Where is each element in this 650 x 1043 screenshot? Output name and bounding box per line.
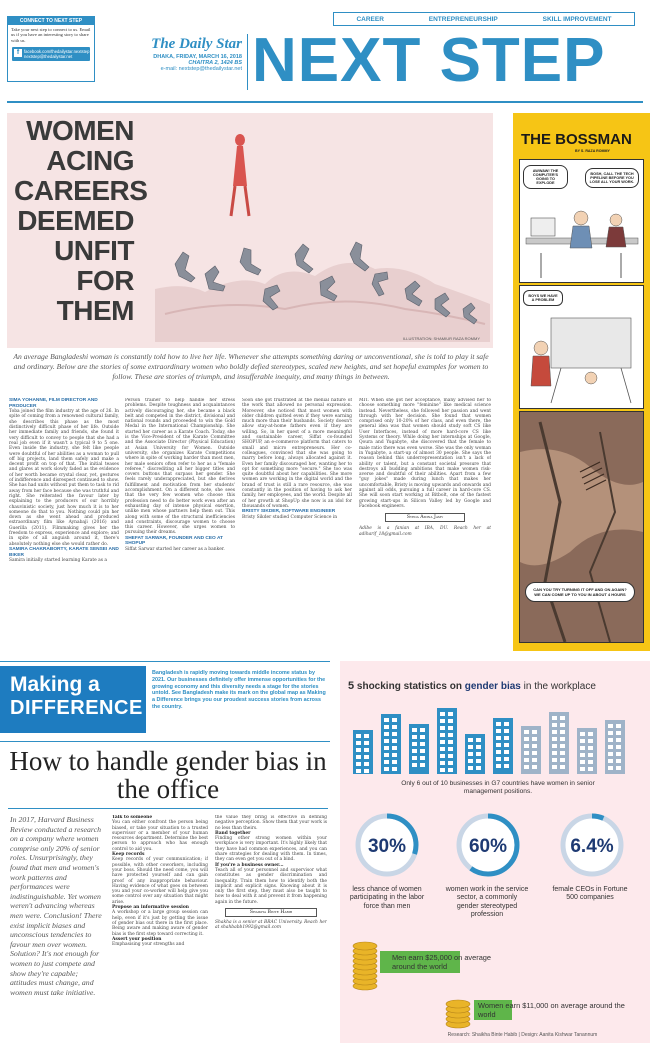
difference-rule-top (0, 661, 330, 662)
gender-t1: You can either confront the person being biased, or take your situation to a trusted supervisor or a member of your human resources department. Determine the best person to approach who has enough control to aid you. (112, 820, 208, 852)
col3-heading-2: BRISTY SIKDER, SOFTWARE ENGINEER (242, 509, 336, 515)
masthead-divider (247, 34, 248, 90)
gender-t7: Teach all of your personnel and supervisor what constitutes as gender discrimination and inequality. Train them how to identify both the implicit and explicit signs. Knowing about it is only the first step, they must also be taught to how to deal with it and prevent it from happening again in the future. (215, 867, 327, 905)
title-line-4: DEEMED (17, 205, 134, 236)
section-nav (333, 12, 635, 26)
masthead-email: e-mail: nextstep@thedailystar.net (160, 66, 242, 72)
masthead-date: DHAKA, FRIDAY, MARCH 16, 2018 (153, 54, 242, 60)
comic-bubble-1: AWWAW! THE COMPUTER'S GOING TO EXPLODE (523, 165, 568, 189)
masthead-bangla-date: CHAITRA 2, 1424 BS (188, 60, 242, 66)
men-wage-text: Men earn $25,000 on average around the world (392, 953, 492, 971)
title-line-5: UNFIT (54, 235, 134, 266)
feature-column-3 (242, 398, 352, 642)
difference-banner (0, 666, 146, 733)
feature-title (14, 115, 148, 326)
stats-heading-bold: gender bias (464, 681, 521, 692)
col1-body-2: Samira initially started learning Karate as a (9, 558, 107, 564)
gender-column-2 (215, 815, 327, 1037)
stat-circle-3-label: female CEOs in Fortune 500 companies (552, 886, 628, 902)
comic-bubble-2: BOSH, CALL THE TECH PIPELINE BEFORE YOU LOSE ALL YOUR WORK. (585, 168, 639, 188)
gender-t5: the value they bring is effective in defining negative perception. Show them that your work is no less than theirs. (215, 815, 327, 831)
connect-facebook-link[interactable] (12, 47, 90, 61)
stat-circle-3 (563, 816, 621, 874)
building (577, 728, 597, 774)
feature-illustration (145, 114, 493, 342)
comic-bubble-4: CAN YOU TRY TURNING IT OFF AND ON AGAIN? WE CAN COME UP TO YOU IN ABOUT 4 HOURS (525, 582, 635, 602)
feature-column-4 (359, 398, 491, 642)
illustration-credit-text: ILLUSTRATION: SHAMIUR RAZA ROMMY (402, 336, 480, 341)
difference-title-2: DIFFERENCE (10, 697, 143, 719)
nav-skill-improvement[interactable]: SKILL IMPROVEMENT (542, 15, 612, 23)
section-title: NEXT STEP (252, 26, 606, 95)
col2-body-2: Siffat Sarwar started her career as a banker. (125, 546, 225, 552)
stats-research-credit: Research: Shaikha Binte Habib | Design: Aanita Kishwar Tanannum (447, 1032, 598, 1038)
paper-name: The Daily Star (151, 36, 242, 52)
col3-body-2: Bristy Sikder studied Computer Science in (242, 514, 338, 520)
women-coin-stack (445, 995, 471, 1030)
stats-g7-text: Only 6 out of 10 businesses in G7 countries have women in senior management positions. (401, 780, 595, 796)
masthead-paper (120, 36, 242, 72)
gender-h2: Keep records (112, 852, 145, 858)
col1-heading: SIMA YOHANNE, FILM DIRECTOR AND PRODUCER (9, 398, 98, 409)
comic-bubble-3: BOYS WE HAVE A PROBLEM (523, 290, 563, 306)
title-line-2: ACING (46, 145, 134, 176)
comic-panel (513, 113, 650, 651)
building (521, 726, 541, 774)
gender-author-note: Shakha is a senior at BRAC University. Reach her at shahbabb1992@gmail.com (215, 920, 327, 931)
stat-circle-2-label: women work in the service sector, a commonly gender stereotyped profession (445, 886, 529, 919)
buildings-chart (345, 700, 645, 778)
gender-h1: Talk to someone (112, 815, 153, 820)
stats-heading-pre: shocking statistics on (356, 681, 462, 692)
gender-h7: If you're a business owner... (215, 862, 284, 868)
gender-h4: Assert your position (112, 936, 162, 942)
feature-column-1 (9, 398, 119, 642)
men-coin-stack (352, 940, 378, 992)
col1-body: Toba joined the film industry at the age of 26. In spite of coming from a renowned cultural family, she describes this phase as the most distinctively difficult phase of her life. Outside her immediate family and friends, she found it very difficult to convey to people that she had a real job even if it wasn't a typical 9 to 5 one. Even inside the industry, she felt like people were doubtful of her abilities as a woman to pull off big projects, land them safely and make a decent profit on top of that. The initial teases and glares at work slowly faded as the evidence of her worth became crystal clear, yet, gestures of indifference and disrespect continued to show. She has had units without put them to task to rid away from her face because she was truthful and right. She reiterated the favour later by explaining to the producers of our horribly chauvinistic society, just how much it is to her someone do that to you. Nothing could pin her down as she went ahead and produced extraordinary film like Aynabaji (2016) and Guerilla (2011). Filmmaking gives her the freedom to express, experience and explore; and in spite of all anguish around it, there's absolutely nothing else she would rather do. (9, 409, 119, 547)
building-highlighted (353, 730, 373, 774)
stats-circles (340, 810, 650, 880)
stats-heading-post: in the workplace (523, 681, 596, 692)
facebook-url: facebook.com/thedailystar.nextstep (24, 49, 90, 55)
stats-heading (348, 680, 648, 692)
difference-title-1: Making a (10, 673, 100, 696)
nav-career[interactable]: CAREER (356, 15, 384, 23)
feature-author-note: Adibe is a fanian at IBA, DU. Reach her at adiharif_18@gmail.com (359, 526, 491, 537)
gender-rule (8, 808, 328, 809)
building-highlighted (493, 718, 513, 774)
feature-intro: An average Bangladeshi woman is constantly told how to live her life. Whenever she attempts something daring or unconventional, she is told to play it safe and ordinary. Below are the stories of some extraordinary women who boldly defied stereotypes, scaled new heights, and set hopeful examples for women to follow. These are stories of triumph, and insufferable inequity, and many things in between. (13, 352, 489, 381)
stat-circle-2 (459, 816, 517, 874)
building-highlighted (381, 714, 401, 774)
gender-h6: Band together (215, 830, 251, 836)
stat-circle-value: 6.4% (570, 836, 614, 857)
col2-body: Person trainer to help handle her stress problems. Despite toughness and acquaintances actively discouraging her, she became a black belt and competed in the district, divisional and national rounds and proceeded to win the Gold Medal in the International Championship. She started her career as a Karate Coach. Today, she is the Vice-President of the Karate Committee and the Associate Director (Physical Education) at Asian University for Women. Outside university, she organizes Karate Competitions where in spite of working harder than most men, her male seniors often refer to her as a "female referee," discrediting all her bigger titles and covers buttons that surpass her gender. She feels rarely underappreciated, but she derives fulfillment and motivation from her students' accomplishment. On a different note, she sees that the very few women who choose this profession need to do better work even after an exhausting day of intense physical exertion, unlike men whose partners help them out. This along with some of the structural inefficiencies and constraints, discourage women to choose this career. However, she urges women to pursuing their dreams. (125, 398, 235, 536)
comic-title: THE BOSSMAN (521, 131, 632, 148)
gender-byline: Shaikha Binte Habib (225, 908, 317, 917)
facebook-icon: f (14, 49, 22, 57)
connect-email: nextstep@thedailystar.net (24, 54, 73, 60)
women-wage-text: Women earn $11,000 on average around the world (478, 1001, 625, 1019)
title-line-3: CAREERS (14, 175, 148, 206)
col1-heading-2: SAMIRA CHAKRABORTY, KARATE SENSEI AND BIKER (9, 546, 119, 558)
gender-t3: A workshop or a large group session can help, even if it's just by getting the issue of gender bias out there in the first place. Being aware and making aware of gender bias is the first step toward correcting it. (112, 910, 208, 937)
connect-text: Take your next step to connect to us. Email us if you have an interesting story to share with us. (11, 27, 91, 43)
stat-circle-1-label: less chance of women participating in the labor force than men (349, 886, 425, 910)
difference-text: Bangladesh is rapidly moving towards middle income status by 2021. Our businesses definitely offer immense opportunities for the growing economy and this diversity needs a stage for the stories untold. See Bangladesh make its mark on the global map as Making a Difference brings you our proudest success stories from across the country. (152, 670, 326, 710)
building-highlighted (465, 734, 485, 774)
feature-column-2 (125, 398, 235, 642)
building (549, 712, 569, 774)
connect-box (7, 16, 95, 82)
stat-circle-value: 60% (468, 836, 508, 857)
comic-scene-3 (520, 412, 643, 642)
col2-heading-2: SHEFAT SARWAR, FOUNDER AND CEO AT SHOPUP (125, 535, 223, 547)
comic-scene-2 (521, 308, 643, 406)
gender-title: How to handle gender bias in the office (9, 746, 327, 804)
woman-figure (231, 134, 249, 216)
stat-circle-value: 30% (367, 836, 407, 857)
title-line-6: FOR THEM (56, 265, 134, 326)
stats-heading-number: 5 (348, 680, 355, 692)
gender-pull-quote: In 2017, Harvard Business Review conducted a research on a company where women comprise only 20% of senior roles. Unsurprisingly, they found that men and women's work patterns and performances were indistinguishable. Yet women weren't advancing whereas men were. Conclusion! There exist implicit biases and unconscious tendencies to favour men over women. Solution? It's not enough for women to just compete and show they're capable; attitudes must change, and women must take initiative. (10, 815, 102, 997)
col3-body: Soon she got frustrated at the menial nature of the work that allowed no personal expression. Moreover, she noticed that most women with older children quitted even if they were earning much more than their husbands. Society doesn't allow stay-at-home fathers even if they are willing. So, in her quest of a more meaningful and sustainable career, Siffat co-founded SHOPUP, an e-commerce platform that caters to small and micro entrepreneurs. Her co-colleagues, convinced that she was going to marry before long, always allocated against it. Even her family discouraged her, wanting her to opt for something more "secure." She too was quite doubtful about her capabilities. She more women are working in the digital world and the brand of trust is still a rare resource, she was constantly in the position of having to ask her family, her employees, and the world. Despite all of her growth at ShopUp she now is an idol for thousands of women. (242, 398, 352, 509)
building-highlighted (409, 724, 429, 774)
title-line-1: WOMEN (26, 115, 134, 146)
col4-body: MIT. When she got her acceptance, many advised her to choose something more "feminine" like medical science instead. Nevertheless, she followed her passion and went through with her decision. She found that women comprised only 10-20% of her class, and even there, the general idea was that women should study soft CS like User Interfaces, instead of more hard-core CS like Systems or theory. While doing her internships at Google, Qoura and Yugabyte, she discovered that the female to male ratio there was even worse. She was the only woman in Yugabyte, a start-up of almost 30 people. She says the reason behind this underrepresentation isn't a lack of ability or talent, but a constant societal pressure that destroys all budding ambitions that make women risk-averse and doubtful of their abilities. Apart from a few "guy jokes" made during lunch that makes her uncomfortable, Bristy is moving upwards and onwards and against all odds, pursuing a full career in hard-core CS. She will soon start working at Bitbolt, one of the fastest growing start-ups in Silicon Valley led by Google and Facebook engineers. (359, 398, 491, 509)
gender-t6: Finding other strong women within your workplace is very important. It's highly likely that they have had common experiences, and you can share strategies for dealing with them. In times, they can even get you out of a bind. (215, 836, 327, 863)
connect-heading: CONNECT TO NEXT STEP (8, 17, 94, 25)
nav-entrepreneurship[interactable]: ENTREPRENEURSHIP (428, 15, 498, 23)
stat-circle-1 (358, 816, 416, 874)
comic-credit: BY S. RAZA ROMMY (575, 149, 610, 153)
comic-scene-1 (521, 198, 643, 280)
gender-column-1 (112, 815, 208, 1037)
gender-h3: Propose an informative session (112, 905, 189, 911)
building-highlighted (437, 708, 457, 774)
gender-t2: Keep records of your communication; if possible, with other coworkers, including your boss. Should the need come, you will have protected yourself and can gain proof of any inappropriate behaviour. Having evidence of what goes on between you and your co-worker will help give you some control over any situation that might arise. (112, 857, 208, 905)
gender-t4: Emphasising your strengths and (112, 942, 185, 948)
difference-rule-bottom (0, 741, 330, 742)
building (605, 720, 625, 774)
masthead-rule (7, 101, 643, 103)
feature-byline: Syeda Amina Jamy (385, 513, 465, 522)
